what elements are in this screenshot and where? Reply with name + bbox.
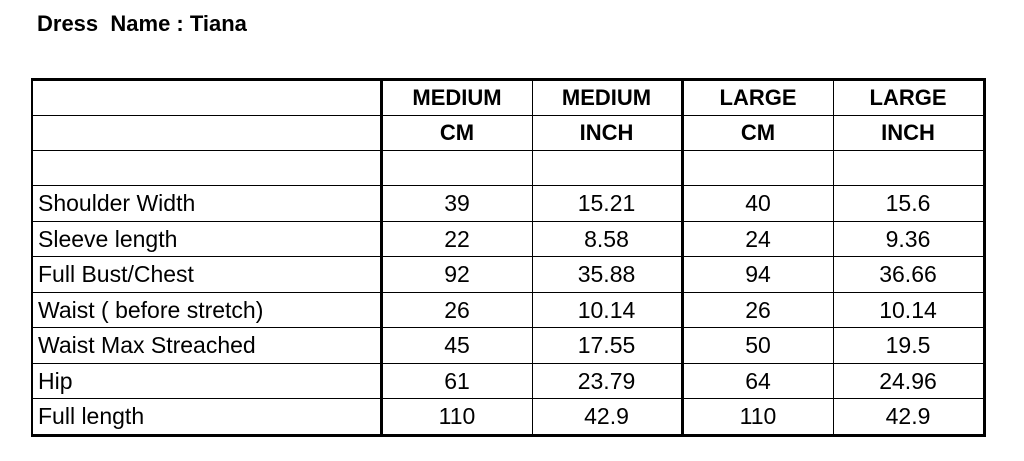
header-row-size (32, 80, 984, 116)
value-large-cm: 110 (682, 399, 833, 436)
value-large-cm: 64 (682, 363, 833, 399)
value-large-cm: 24 (682, 221, 833, 257)
header-empty-cell (32, 116, 381, 151)
measurement-label: Waist Max Streached (32, 328, 381, 364)
value-medium-inch: 17.55 (532, 328, 682, 364)
header-empty-cell (32, 80, 381, 116)
page-title: Dress Name : Tiana (37, 11, 247, 36)
blank-cell (833, 151, 984, 186)
value-medium-inch: 10.14 (532, 292, 682, 328)
value-medium-inch: 42.9 (532, 399, 682, 436)
value-large-cm: 94 (682, 257, 833, 293)
value-medium-cm: 92 (381, 257, 532, 293)
value-large-inch: 42.9 (833, 399, 984, 436)
value-medium-cm: 61 (381, 363, 532, 399)
measurement-label: Waist ( before stretch) (32, 292, 381, 328)
blank-cell (381, 151, 532, 186)
value-large-inch: 36.66 (833, 257, 984, 293)
value-medium-cm: 26 (381, 292, 532, 328)
header-size-large-inch: LARGE (833, 80, 984, 116)
value-medium-cm: 110 (381, 399, 532, 436)
value-medium-inch: 8.58 (532, 221, 682, 257)
table-row (32, 328, 984, 364)
header-row-unit (32, 116, 984, 151)
measurement-label: Shoulder Width (32, 186, 381, 222)
size-chart-table (31, 78, 986, 437)
value-large-cm: 50 (682, 328, 833, 364)
header-size-large-cm: LARGE (682, 80, 833, 116)
value-large-inch: 9.36 (833, 221, 984, 257)
header-unit-large-inch: INCH (833, 116, 984, 151)
measurement-label: Full Bust/Chest (32, 257, 381, 293)
value-medium-inch: 15.21 (532, 186, 682, 222)
value-large-inch: 10.14 (833, 292, 984, 328)
blank-row (32, 151, 984, 186)
header-unit-medium-cm: CM (381, 116, 532, 151)
value-medium-cm: 22 (381, 221, 532, 257)
blank-cell (32, 151, 381, 186)
blank-cell (682, 151, 833, 186)
value-large-cm: 40 (682, 186, 833, 222)
value-large-cm: 26 (682, 292, 833, 328)
blank-cell (532, 151, 682, 186)
table-row (32, 363, 984, 399)
table-row (32, 186, 984, 222)
header-size-medium-cm: MEDIUM (381, 80, 532, 116)
table-row (32, 399, 984, 436)
header-size-medium-inch: MEDIUM (532, 80, 682, 116)
header-unit-medium-inch: INCH (532, 116, 682, 151)
value-large-inch: 15.6 (833, 186, 984, 222)
header-unit-large-cm: CM (682, 116, 833, 151)
measurement-label: Hip (32, 363, 381, 399)
value-large-inch: 19.5 (833, 328, 984, 364)
table-row (32, 257, 984, 293)
measurement-label: Sleeve length (32, 221, 381, 257)
value-medium-inch: 23.79 (532, 363, 682, 399)
measurement-label: Full length (32, 399, 381, 436)
value-large-inch: 24.96 (833, 363, 984, 399)
table-row (32, 221, 984, 257)
value-medium-cm: 45 (381, 328, 532, 364)
value-medium-inch: 35.88 (532, 257, 682, 293)
value-medium-cm: 39 (381, 186, 532, 222)
table-row (32, 292, 984, 328)
